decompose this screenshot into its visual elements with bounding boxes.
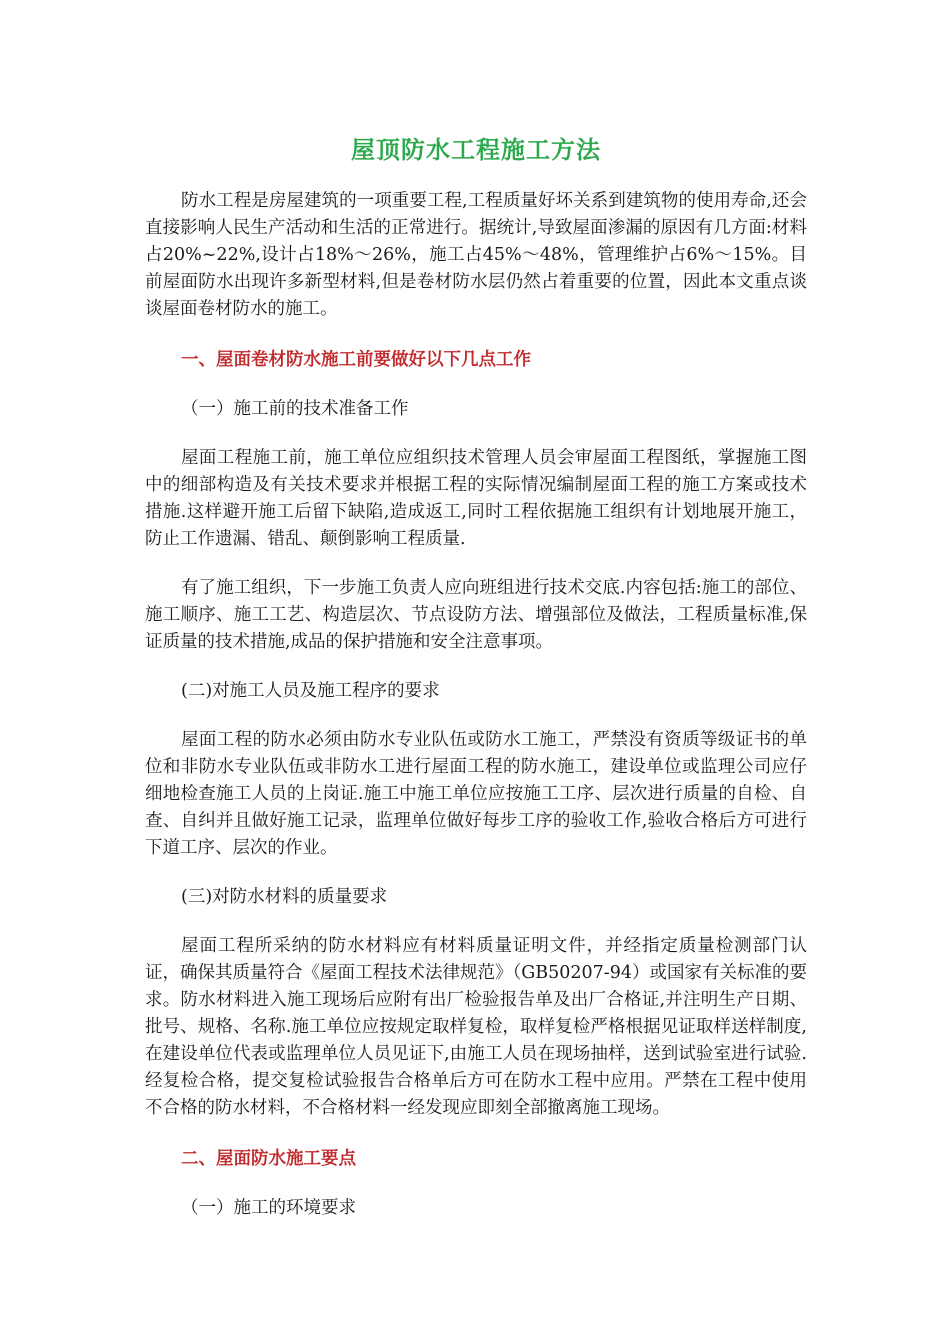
document-title: 屋顶防水工程施工方法	[351, 136, 601, 164]
intro-paragraph: 防水工程是房屋建筑的一项重要工程,工程质量好坏关系到建筑物的使用寿命,还会直接影响人民生产活动和生活的正常进行。据统计,导致屋面渗漏的原因有几方面:材料占20%~22%,设计占18%～26%，施工占45%～48%，管理维护占6%～15%。目前屋面防水出现许多新型材料,但是卷材防水层仍然占着重要的位置，因此本文重点谈谈屋面卷材防水的施工。	[145, 191, 807, 319]
section-1-sub-2-heading: (二)对施工人员及施工程序的要求	[181, 681, 440, 701]
section-1-sub-3-paragraph-1: 屋面工程所采纳的防水材料应有材料质量证明文件，并经指定质量检测部门认证，确保其质量符合《屋面工程技术法律规范》（GB50207-94）或国家有关标准的要求。防水材料进入施工现场后应附有出厂检验报告单及出厂合格证,并注明生产日期、批号、规格、名称.施工单位应按规定取样复检，取样复检严格根据见证取样送样制度,在建设单位代表或监理单位人员见证下,由施工人员在现场抽样，送到试验室进行试验.经复检合格，提交复检试验报告合格单后方可在防水工程中应用。严禁在工程中使用不合格的防水材料，不合格材料一经发现应即刻全部撤离施工现场。	[145, 936, 807, 1118]
section-1-sub-1-paragraph-1: 屋面工程施工前，施工单位应组织技术管理人员会审屋面工程图纸，掌握施工图中的细部构造及有关技术要求并根据工程的实际情况编制屋面工程的施工方案或技术措施.这样避开施工后留下缺陷,造成返工,同时工程依据施工组织有计划地展开施工，防止工作遗漏、错乱、颠倒影响工程质量.	[145, 448, 807, 549]
section-2-heading: 二、屋面防水施工要点	[181, 1149, 356, 1169]
section-1-sub-2-paragraph-1: 屋面工程的防水必须由防水专业队伍或防水工施工，严禁没有资质等级证书的单位和非防水专业队伍或非防水工进行屋面工程的防水施工，建设单位或监理公司应仔细地检查施工人员的上岗证.施工中施工单位应按施工工序、层次进行质量的自检、自查、自纠并且做好施工记录，监理单位做好每步工序的验收工作,验收合格后方可进行下道工序、层次的作业。	[145, 730, 807, 858]
section-1-sub-3-heading: (三)对防水材料的质量要求	[181, 887, 388, 907]
section-2-sub-1-heading: （一）施工的环境要求	[181, 1198, 356, 1218]
section-1-sub-1-paragraph-2: 有了施工组织，下一步施工负责人应向班组进行技术交底.内容包括:施工的部位、施工顺序、施工工艺、构造层次、节点设防方法、增强部位及做法，工程质量标准,保证质量的技术措施,成品的保护措施和安全注意事项。	[145, 578, 807, 652]
document-body	[145, 130, 807, 1222]
section-1-heading: 一、屋面卷材防水施工前要做好以下几点工作	[181, 350, 531, 370]
section-1-sub-1-heading: （一）施工前的技术准备工作	[181, 399, 409, 419]
